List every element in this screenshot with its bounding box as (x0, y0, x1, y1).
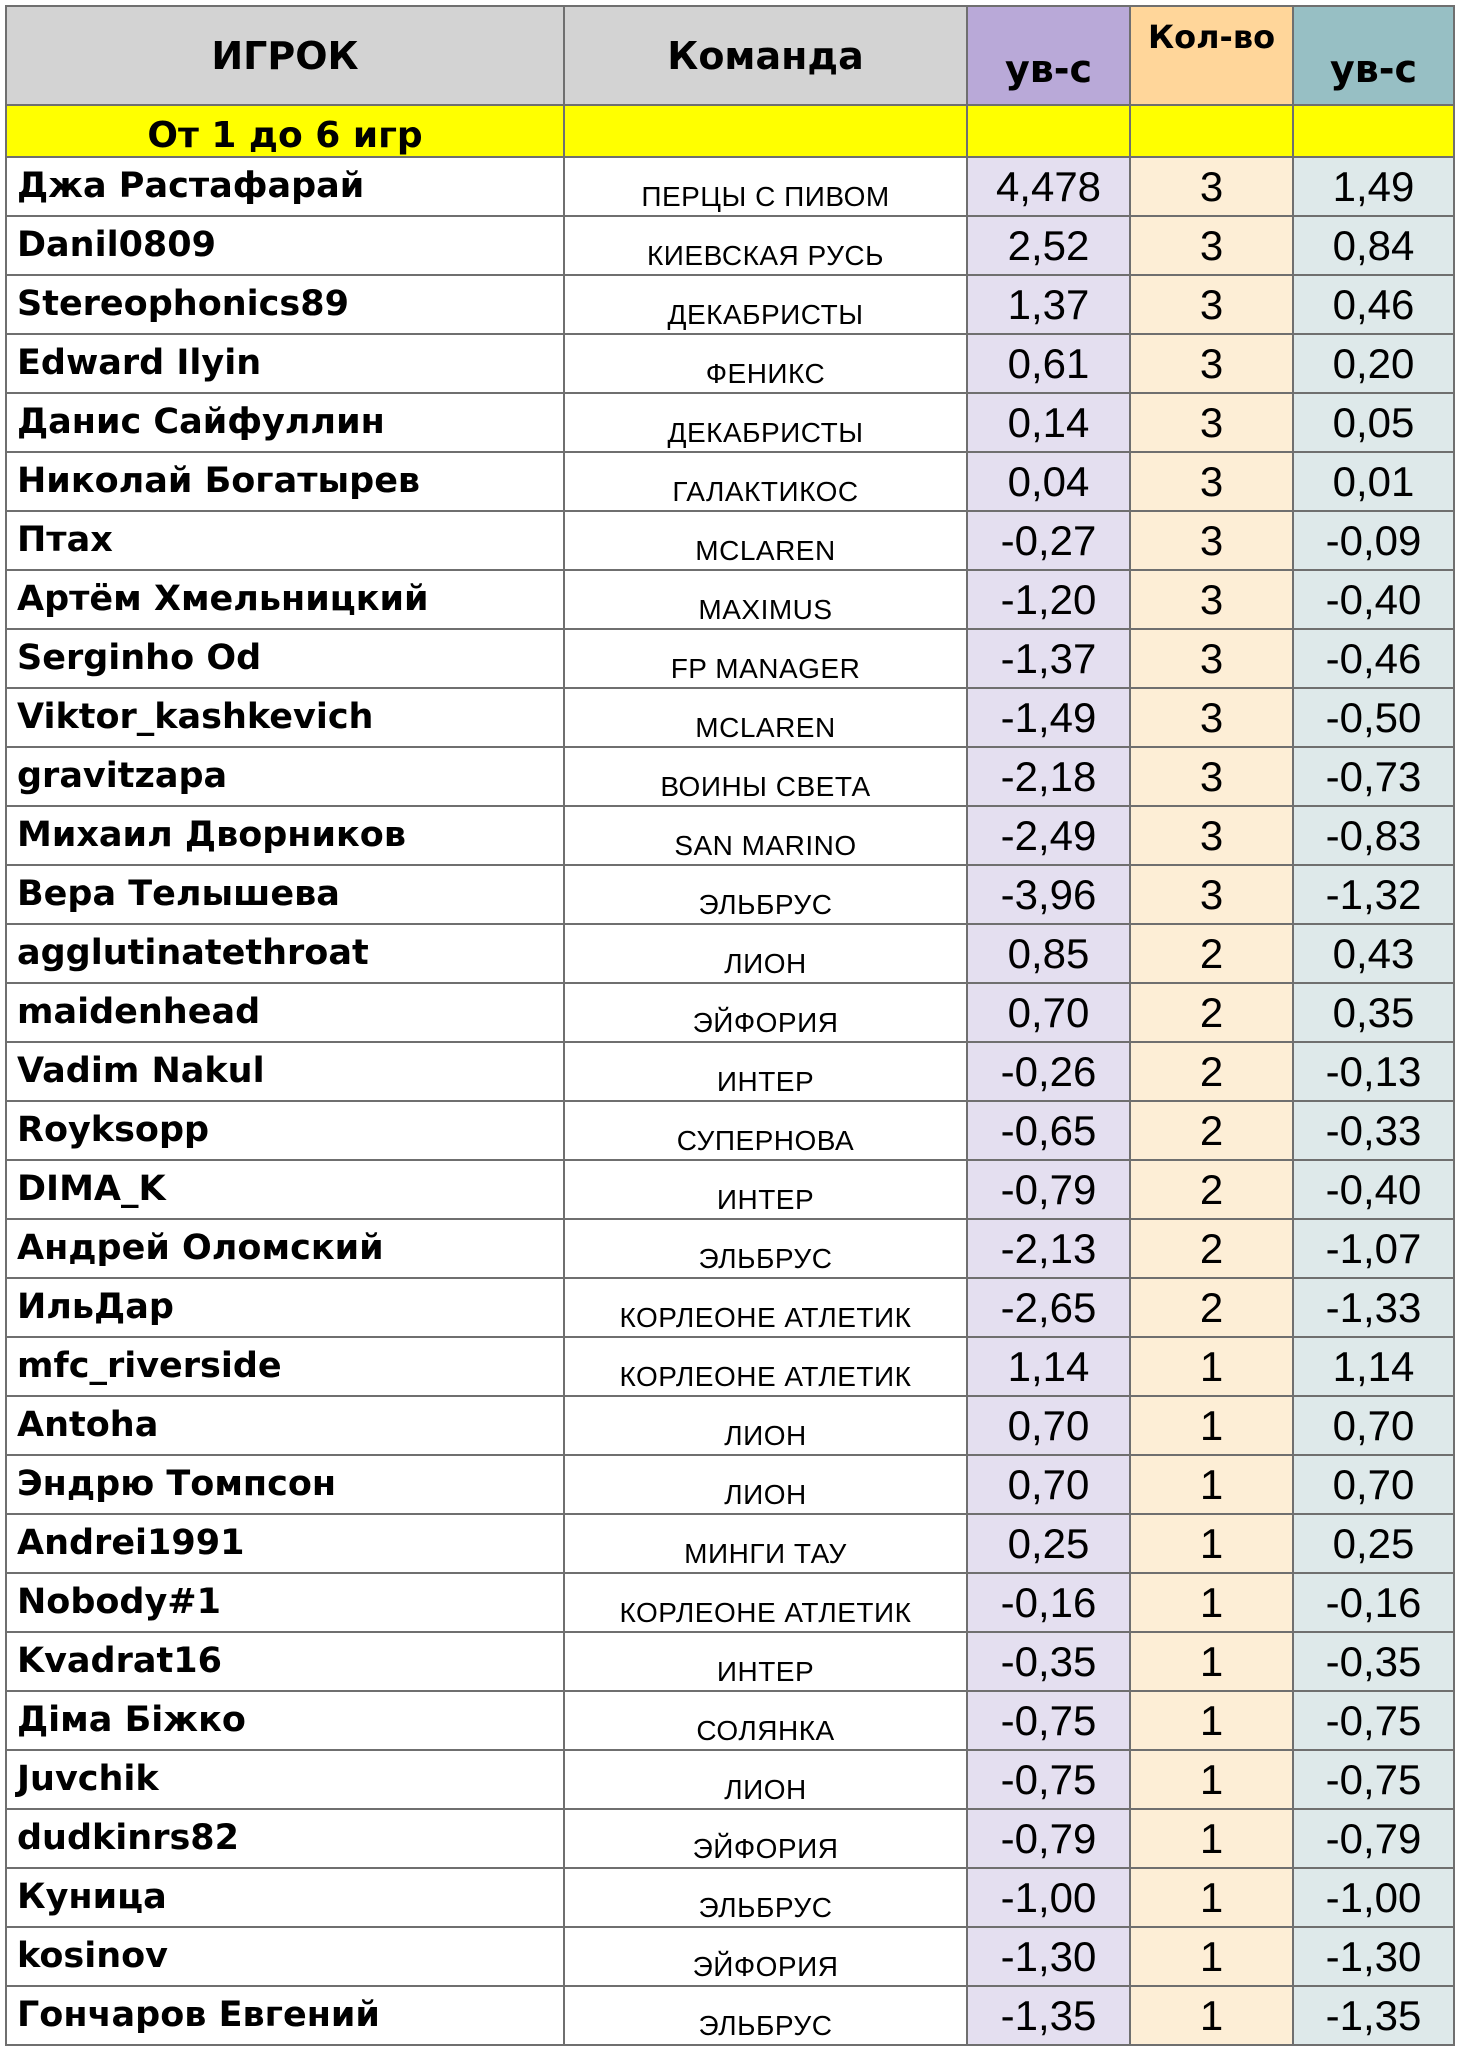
table-row (6, 629, 1454, 688)
avg-cell[interactable]: -0,75 (1293, 1691, 1454, 1750)
count-cell[interactable]: 1 (1130, 1514, 1293, 1573)
sum-cell[interactable]: -0,75 (967, 1691, 1130, 1750)
sum-cell[interactable]: -2,13 (967, 1219, 1130, 1278)
team-cell[interactable]: MAXIMUS (564, 570, 967, 629)
avg-cell[interactable]: -0,40 (1293, 570, 1454, 629)
team-cell[interactable]: ИНТЕР (564, 1632, 967, 1691)
table-row (6, 216, 1454, 275)
player-cell[interactable]: Куница (6, 1868, 564, 1927)
player-cell[interactable]: Edward Ilyin (6, 334, 564, 393)
avg-cell[interactable]: 0,43 (1293, 924, 1454, 983)
avg-cell[interactable]: 0,84 (1293, 216, 1454, 275)
avg-cell[interactable]: -0,40 (1293, 1160, 1454, 1219)
count-cell[interactable]: 2 (1130, 924, 1293, 983)
sum-cell[interactable]: 0,70 (967, 983, 1130, 1042)
count-cell[interactable]: 3 (1130, 570, 1293, 629)
section-row (6, 105, 1454, 157)
avg-cell[interactable]: -1,00 (1293, 1868, 1454, 1927)
team-cell[interactable]: МИНГИ ТАУ (564, 1514, 967, 1573)
sum-cell[interactable]: 0,61 (967, 334, 1130, 393)
count-cell[interactable]: 1 (1130, 1986, 1293, 2045)
player-cell[interactable]: Serginho Od (6, 629, 564, 688)
count-cell[interactable]: 3 (1130, 511, 1293, 570)
table-row (6, 452, 1454, 511)
player-cell[interactable]: agglutinatethroat (6, 924, 564, 983)
count-cell[interactable]: 1 (1130, 1750, 1293, 1809)
team-cell[interactable]: ЭЛЬБРУС (564, 1219, 967, 1278)
section-empty-cell (1130, 105, 1293, 157)
player-cell[interactable]: Danil0809 (6, 216, 564, 275)
header-player[interactable]: ИГРОК (6, 6, 564, 105)
player-cell[interactable]: Stereophonics89 (6, 275, 564, 334)
sum-cell[interactable]: -0,79 (967, 1160, 1130, 1219)
count-cell[interactable]: 3 (1130, 393, 1293, 452)
count-cell[interactable]: 3 (1130, 275, 1293, 334)
table-row (6, 511, 1454, 570)
table-row (6, 1986, 1454, 2045)
avg-cell[interactable]: -0,50 (1293, 688, 1454, 747)
team-cell[interactable]: ЭЙФОРИЯ (564, 1927, 967, 1986)
table-row (6, 1691, 1454, 1750)
player-cell[interactable]: gravitzapa (6, 747, 564, 806)
section-label: От 1 до 6 игр (6, 105, 564, 157)
player-cell[interactable]: kosinov (6, 1927, 564, 1986)
team-cell[interactable]: КОРЛЕОНЕ АТЛЕТИК (564, 1573, 967, 1632)
team-cell[interactable]: MCLAREN (564, 511, 967, 570)
player-cell[interactable]: Antoha (6, 1396, 564, 1455)
count-cell[interactable]: 1 (1130, 1455, 1293, 1514)
count-cell[interactable]: 1 (1130, 1691, 1293, 1750)
player-cell[interactable]: maidenhead (6, 983, 564, 1042)
sum-cell[interactable]: -0,75 (967, 1750, 1130, 1809)
sum-cell[interactable]: -0,26 (967, 1042, 1130, 1101)
avg-cell[interactable]: -0,33 (1293, 1101, 1454, 1160)
sum-cell[interactable]: -1,37 (967, 629, 1130, 688)
sum-cell[interactable]: -3,96 (967, 865, 1130, 924)
table-row (6, 1219, 1454, 1278)
player-cell[interactable]: Kvadrat16 (6, 1632, 564, 1691)
sum-cell[interactable]: 2,52 (967, 216, 1130, 275)
player-cell[interactable]: Птах (6, 511, 564, 570)
count-cell[interactable]: 1 (1130, 1632, 1293, 1691)
count-cell[interactable]: 2 (1130, 1278, 1293, 1337)
team-cell[interactable]: ЭЛЬБРУС (564, 1986, 967, 2045)
sum-cell[interactable]: 1,37 (967, 275, 1130, 334)
player-cell[interactable]: ИльДар (6, 1278, 564, 1337)
header-avg[interactable]: ув-с (1293, 6, 1454, 105)
header-row (6, 6, 1454, 105)
count-cell[interactable]: 3 (1130, 806, 1293, 865)
avg-cell[interactable]: -0,83 (1293, 806, 1454, 865)
player-cell[interactable]: Vadim Nakul (6, 1042, 564, 1101)
count-cell[interactable]: 3 (1130, 865, 1293, 924)
avg-cell[interactable]: -1,35 (1293, 1986, 1454, 2045)
team-cell[interactable]: ЛИОН (564, 924, 967, 983)
table-row (6, 1809, 1454, 1868)
table-row (6, 688, 1454, 747)
table-row (6, 747, 1454, 806)
player-cell[interactable]: Джа Растафарай (6, 157, 564, 216)
team-cell[interactable]: ГАЛАКТИКОС (564, 452, 967, 511)
count-cell[interactable]: 2 (1130, 1101, 1293, 1160)
avg-cell[interactable]: -1,30 (1293, 1927, 1454, 1986)
team-cell[interactable]: ЛИОН (564, 1750, 967, 1809)
count-cell[interactable]: 3 (1130, 216, 1293, 275)
header-team[interactable]: Команда (564, 6, 967, 105)
table-row (6, 1396, 1454, 1455)
avg-cell[interactable]: 1,14 (1293, 1337, 1454, 1396)
avg-cell[interactable]: 0,25 (1293, 1514, 1454, 1573)
player-cell[interactable]: Эндрю Томпсон (6, 1455, 564, 1514)
team-cell[interactable]: ЭЙФОРИЯ (564, 983, 967, 1042)
table-row (6, 865, 1454, 924)
avg-cell[interactable]: -1,33 (1293, 1278, 1454, 1337)
sum-cell[interactable]: 0,14 (967, 393, 1130, 452)
team-cell[interactable]: ЛИОН (564, 1455, 967, 1514)
table-row (6, 1101, 1454, 1160)
team-cell[interactable]: ЭЙФОРИЯ (564, 1809, 967, 1868)
team-cell[interactable]: ИНТЕР (564, 1160, 967, 1219)
team-cell[interactable]: ЭЛЬБРУС (564, 865, 967, 924)
sum-cell[interactable]: -2,65 (967, 1278, 1130, 1337)
avg-cell[interactable]: 1,49 (1293, 157, 1454, 216)
header-count[interactable]: Кол-во (1130, 6, 1293, 105)
table-row (6, 1337, 1454, 1396)
avg-cell[interactable]: 0,20 (1293, 334, 1454, 393)
player-cell[interactable]: Данис Сайфуллин (6, 393, 564, 452)
sum-cell[interactable]: -1,00 (967, 1868, 1130, 1927)
sum-cell[interactable]: -2,18 (967, 747, 1130, 806)
sum-cell[interactable]: 0,25 (967, 1514, 1130, 1573)
count-cell[interactable]: 3 (1130, 629, 1293, 688)
stats-table (5, 5, 1455, 2046)
avg-cell[interactable]: 0,46 (1293, 275, 1454, 334)
sum-cell[interactable]: -0,16 (967, 1573, 1130, 1632)
count-cell[interactable]: 1 (1130, 1337, 1293, 1396)
avg-cell[interactable]: 0,70 (1293, 1455, 1454, 1514)
player-cell[interactable]: Andrei1991 (6, 1514, 564, 1573)
sum-cell[interactable]: -1,49 (967, 688, 1130, 747)
table-row (6, 157, 1454, 216)
avg-cell[interactable]: -0,35 (1293, 1632, 1454, 1691)
player-cell[interactable]: Nobody#1 (6, 1573, 564, 1632)
count-cell[interactable]: 1 (1130, 1573, 1293, 1632)
count-cell[interactable]: 2 (1130, 1219, 1293, 1278)
section-empty-cell (1293, 105, 1454, 157)
player-cell[interactable]: Андрей Оломский (6, 1219, 564, 1278)
player-cell[interactable]: Михаил Дворников (6, 806, 564, 865)
avg-cell[interactable]: -0,46 (1293, 629, 1454, 688)
avg-cell[interactable]: -0,75 (1293, 1750, 1454, 1809)
count-cell[interactable]: 1 (1130, 1809, 1293, 1868)
sum-cell[interactable]: 4,478 (967, 157, 1130, 216)
player-cell[interactable]: dudkinrs82 (6, 1809, 564, 1868)
sum-cell[interactable]: 1,14 (967, 1337, 1130, 1396)
count-cell[interactable]: 2 (1130, 1160, 1293, 1219)
avg-cell[interactable]: 0,70 (1293, 1396, 1454, 1455)
table-row (6, 924, 1454, 983)
count-cell[interactable]: 2 (1130, 983, 1293, 1042)
count-cell[interactable]: 3 (1130, 452, 1293, 511)
team-cell[interactable]: ВОИНЫ СВЕТА (564, 747, 967, 806)
table-row (6, 1750, 1454, 1809)
table-row (6, 1514, 1454, 1573)
player-cell[interactable]: Діма Біжко (6, 1691, 564, 1750)
count-cell[interactable]: 3 (1130, 688, 1293, 747)
team-cell[interactable]: ЭЛЬБРУС (564, 1868, 967, 1927)
table-row (6, 393, 1454, 452)
avg-cell[interactable]: -1,07 (1293, 1219, 1454, 1278)
sum-cell[interactable]: -0,79 (967, 1809, 1130, 1868)
player-cell[interactable]: Viktor_kashkevich (6, 688, 564, 747)
table-row (6, 275, 1454, 334)
sum-cell[interactable]: -0,65 (967, 1101, 1130, 1160)
team-cell[interactable]: ДЕКАБРИСТЫ (564, 393, 967, 452)
team-cell[interactable]: ИНТЕР (564, 1042, 967, 1101)
team-cell[interactable]: СУПЕРНОВА (564, 1101, 967, 1160)
avg-cell[interactable]: 0,01 (1293, 452, 1454, 511)
table-row (6, 806, 1454, 865)
sum-cell[interactable]: -0,35 (967, 1632, 1130, 1691)
sum-cell[interactable]: 0,70 (967, 1396, 1130, 1455)
player-cell[interactable]: Royksopp (6, 1101, 564, 1160)
count-cell[interactable]: 2 (1130, 1042, 1293, 1101)
sum-cell[interactable]: -1,35 (967, 1986, 1130, 2045)
sum-cell[interactable]: 0,70 (967, 1455, 1130, 1514)
team-cell[interactable]: ПЕРЦЫ С ПИВОМ (564, 157, 967, 216)
table-row (6, 1455, 1454, 1514)
team-cell[interactable]: СОЛЯНКА (564, 1691, 967, 1750)
avg-cell[interactable]: -1,32 (1293, 865, 1454, 924)
team-cell[interactable]: КИЕВСКАЯ РУСЬ (564, 216, 967, 275)
header-sum[interactable]: ув-с (967, 6, 1130, 105)
player-cell[interactable]: Juvchik (6, 1750, 564, 1809)
count-cell[interactable]: 1 (1130, 1396, 1293, 1455)
table-row (6, 983, 1454, 1042)
sum-cell[interactable]: -1,20 (967, 570, 1130, 629)
table-row (6, 1573, 1454, 1632)
sum-cell[interactable]: -2,49 (967, 806, 1130, 865)
sum-cell[interactable]: 0,85 (967, 924, 1130, 983)
table-row (6, 334, 1454, 393)
table-row (6, 1632, 1454, 1691)
avg-cell[interactable]: -0,73 (1293, 747, 1454, 806)
team-cell[interactable]: КОРЛЕОНЕ АТЛЕТИК (564, 1337, 967, 1396)
section-empty-cell (967, 105, 1130, 157)
team-cell[interactable]: КОРЛЕОНЕ АТЛЕТИК (564, 1278, 967, 1337)
team-cell[interactable]: ФЕНИКС (564, 334, 967, 393)
sum-cell[interactable]: -1,30 (967, 1927, 1130, 1986)
sum-cell[interactable]: -0,27 (967, 511, 1130, 570)
team-cell[interactable]: ЛИОН (564, 1396, 967, 1455)
section-empty-cell (564, 105, 967, 157)
table-row (6, 1160, 1454, 1219)
avg-cell[interactable]: -0,13 (1293, 1042, 1454, 1101)
count-cell[interactable]: 3 (1130, 157, 1293, 216)
table-row (6, 1868, 1454, 1927)
sum-cell[interactable]: 0,04 (967, 452, 1130, 511)
avg-cell[interactable]: -0,09 (1293, 511, 1454, 570)
player-cell[interactable]: Вера Телышева (6, 865, 564, 924)
team-cell[interactable]: SAN MARINO (564, 806, 967, 865)
avg-cell[interactable]: 0,35 (1293, 983, 1454, 1042)
player-cell[interactable]: mfc_riverside (6, 1337, 564, 1396)
table-row (6, 1278, 1454, 1337)
player-cell[interactable]: Николай Богатырев (6, 452, 564, 511)
count-cell[interactable]: 1 (1130, 1927, 1293, 1986)
table-row (6, 570, 1454, 629)
team-cell[interactable]: MCLAREN (564, 688, 967, 747)
avg-cell[interactable]: -0,79 (1293, 1809, 1454, 1868)
table-row (6, 1042, 1454, 1101)
player-cell[interactable]: Артём Хмельницкий (6, 570, 564, 629)
team-cell[interactable]: ДЕКАБРИСТЫ (564, 275, 967, 334)
player-cell[interactable]: DIMA_K (6, 1160, 564, 1219)
count-cell[interactable]: 3 (1130, 334, 1293, 393)
team-cell[interactable]: FP MANAGER (564, 629, 967, 688)
count-cell[interactable]: 3 (1130, 747, 1293, 806)
player-cell[interactable]: Гончаров Евгений (6, 1986, 564, 2045)
avg-cell[interactable]: -0,16 (1293, 1573, 1454, 1632)
table-row (6, 1927, 1454, 1986)
avg-cell[interactable]: 0,05 (1293, 393, 1454, 452)
count-cell[interactable]: 1 (1130, 1868, 1293, 1927)
